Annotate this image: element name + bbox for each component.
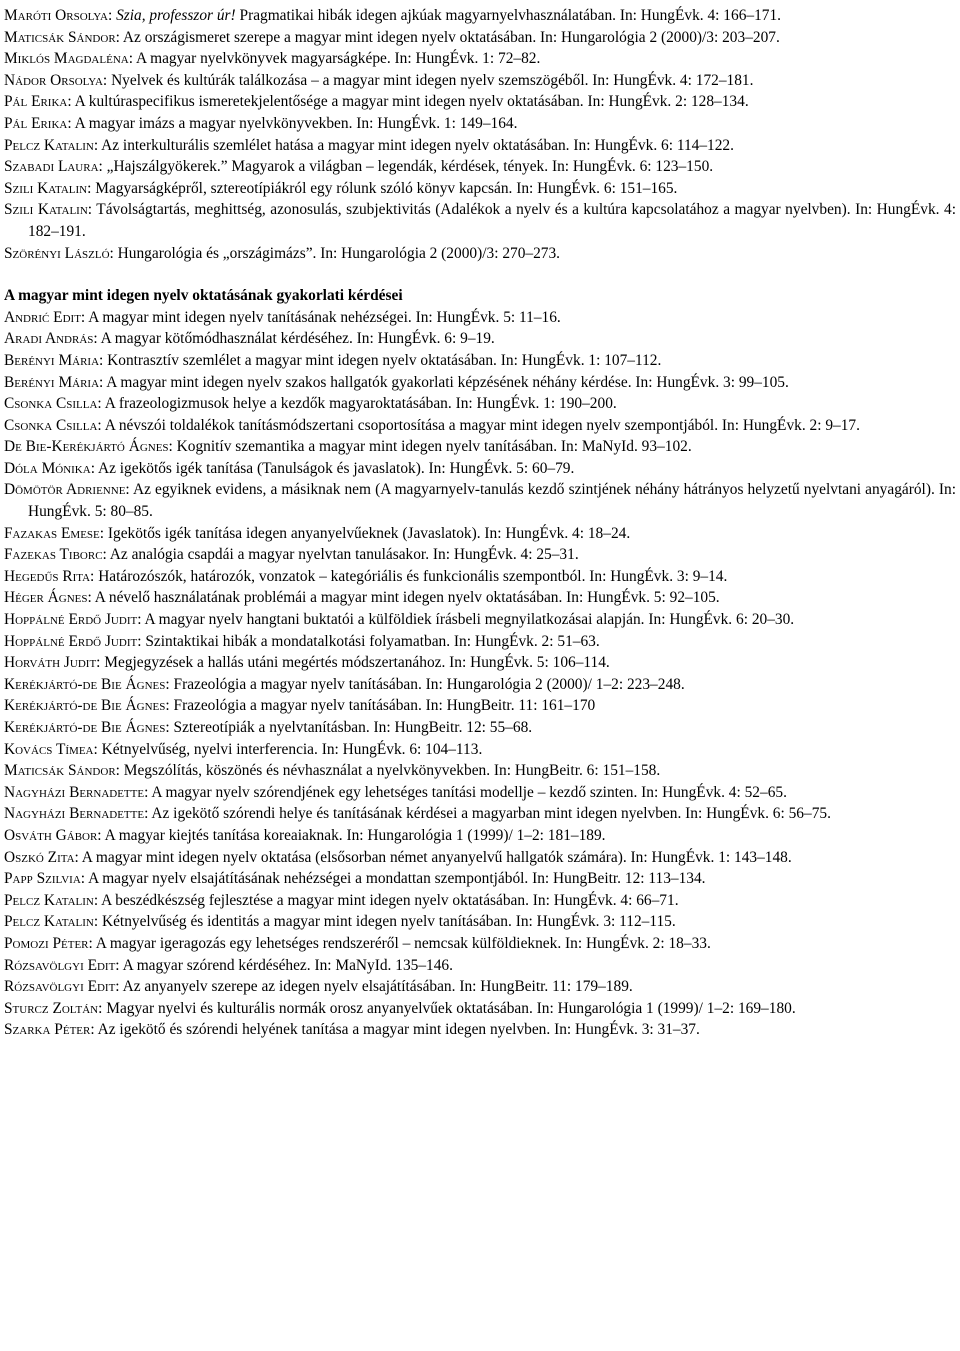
entry-details: A magyar mint idegen nyelv tanításának nehézségei. In: HungÉvk. 5: 11–16. bbox=[85, 308, 561, 326]
bibliography-entry bbox=[4, 415, 956, 437]
bibliography-entry bbox=[4, 458, 956, 480]
entry-author: Nagyházi Bernadette: bbox=[4, 783, 149, 801]
bibliography-entry bbox=[4, 782, 956, 804]
entry-author: Horváth Judit: bbox=[4, 654, 101, 672]
bibliography-entry bbox=[4, 243, 956, 265]
entry-author: Kerékjártó-de Bie Ágnes: bbox=[4, 697, 170, 715]
entry-details: Az interkulturális szemlélet hatása a magyar mint idegen nyelv oktatásában. In: HungÉvk. 6: 114–122. bbox=[98, 136, 734, 154]
entry-author: Csonka Csilla: bbox=[4, 395, 102, 413]
entry-details: A névszói toldalékok tanításmódszertani csoportosítása a magyar mint idegen nyelv szempontjából. In: HungÉvk. 2: 9–17. bbox=[101, 416, 860, 434]
entry-author: Sturcz Zoltán: bbox=[4, 999, 103, 1017]
entry-details: A magyar igeragozás egy lehetséges rendszeréről – nemcsak külföldieknek. In: HungÉvk. 2: 18–33. bbox=[92, 934, 711, 952]
entry-details: Az igekötős igék tanítása (Tanulságok és javaslatok). In: HungÉvk. 5: 60–79. bbox=[94, 459, 575, 477]
entry-details: Az igekötő és szórendi helyének tanítása a magyar mint idegen nyelvben. In: HungÉvk. 3: 31–37. bbox=[94, 1021, 700, 1039]
entry-details: A magyar nyelv szórendjének egy lehetséges tanítási modellje – kezdő szinten. In: HungÉvk. 4: 52–65. bbox=[148, 783, 787, 801]
bibliography-entry bbox=[4, 825, 956, 847]
bibliography-entry bbox=[4, 350, 956, 372]
entry-author: Kerékjártó-de Bie Ágnes: bbox=[4, 675, 170, 693]
entry-author: Osváth Gábor: bbox=[4, 826, 102, 844]
entry-author: Andrić Edit: bbox=[4, 308, 86, 326]
entry-details: Az egyiknek evidens, a másiknak nem (A magyarnyelv-tanulás kezdő szintjének néhány hátrányos helyzetű nyelvtani anyagáról). In: HungÉvk. 5: 80–85. bbox=[28, 481, 956, 521]
entry-details: Frazeológia a magyar nyelv tanításában. In: Hungarológia 2 (2000)/ 1–2: 223–248. bbox=[169, 675, 685, 693]
entry-author: Szabadi Laura: bbox=[4, 158, 103, 176]
bibliography-entry bbox=[4, 113, 956, 135]
entry-details: A magyar nyelv hangtani buktatói a külföldiek írásbeli megnyilatkozásai alapján. In: HungÉvk. 6: 20–30. bbox=[141, 611, 795, 629]
entry-author: Pelcz Katalin: bbox=[4, 891, 99, 909]
entry-author: Szarka Péter: bbox=[4, 1021, 95, 1039]
entry-details: Az anyanyelv szerepe az idegen nyelv elsajátításában. In: HungBeitr. 11: 179–189. bbox=[119, 978, 633, 996]
entry-author: Kovács Tímea: bbox=[4, 740, 98, 758]
entry-details: Az országismeret szerepe a magyar mint idegen nyelv oktatásában. In: Hungarológia 2 (2000)/3: 203–207. bbox=[119, 28, 780, 46]
bibliography-entry bbox=[4, 27, 956, 49]
entry-author: Oszkó Zita: bbox=[4, 848, 79, 866]
entry-author: Szörényi László: bbox=[4, 244, 114, 262]
entry-details: A magyar kiejtés tanítása koreaiaknak. In: Hungarológia 1 (1999)/ 1–2: 181–189. bbox=[101, 826, 606, 844]
entry-author: Papp Szilvia: bbox=[4, 870, 86, 888]
entry-author: Hoppálné Erdő Judit: bbox=[4, 611, 142, 629]
entry-author: Berényi Mária: bbox=[4, 351, 104, 369]
bibliography-entry bbox=[4, 739, 956, 761]
entry-details: A magyar szórend kérdéséhez. In: MaNyId. 135–146. bbox=[119, 956, 453, 974]
bibliography-entry bbox=[4, 307, 956, 329]
entry-title-italic: Szia, professzor úr! bbox=[116, 7, 236, 24]
bibliography-entry bbox=[4, 48, 956, 70]
entry-details: A névelő használatának problémái a magyar mint idegen nyelv oktatásában. In: HungÉvk. 5: 92–105. bbox=[91, 589, 720, 607]
entry-author: Nagyházi Bernadette: bbox=[4, 805, 149, 823]
entry-author: Pál Erika: bbox=[4, 114, 72, 132]
entry-details: Az analógia csapdái a magyar nyelvtan tanulásakor. In: HungÉvk. 4: 25–31. bbox=[106, 546, 579, 564]
bibliography-entry bbox=[4, 911, 956, 933]
bibliography-entry bbox=[4, 544, 956, 566]
bibliography-entry bbox=[4, 847, 956, 869]
entry-details: Nyelvek és kultúrák találkozása – a magyar mint idegen nyelv szemszögéből. In: HungÉvk. 4: 172–181. bbox=[107, 71, 754, 89]
entry-details: A beszédkészség fejlesztése a magyar mint idegen nyelv oktatásában. In: HungÉvk. 4: 66–71. bbox=[98, 891, 679, 909]
entry-details: Kognitív szemantika a magyar mint idegen nyelv tanításában. In: MaNyId. 93–102. bbox=[172, 438, 692, 456]
entry-author: Berényi Mária: bbox=[4, 373, 104, 391]
entry-author: Maticsák Sándor: bbox=[4, 762, 120, 780]
bibliography-entry bbox=[4, 178, 956, 200]
bibliography-entry bbox=[4, 566, 956, 588]
entry-author: Maróti Orsolya: bbox=[4, 7, 113, 24]
entry-author: Pelcz Katalin: bbox=[4, 913, 99, 931]
entry-details: Magyarságképről, sztereotípiákról egy rólunk szóló könyv kapcsán. In: HungÉvk. 6: 151–165. bbox=[91, 179, 678, 197]
bibliography-entry bbox=[4, 955, 956, 977]
bibliography-entry bbox=[4, 328, 956, 350]
entry-author: De Bie-Kerékjártó Ágnes: bbox=[4, 438, 173, 456]
bibliography-entry bbox=[4, 717, 956, 739]
bibliography-entry bbox=[4, 803, 956, 825]
entry-author: Hoppálné Erdő Judit: bbox=[4, 632, 142, 650]
bibliography-entry bbox=[4, 652, 956, 674]
entry-details: Szintaktikai hibák a mondatalkotási folyamatban. In: HungÉvk. 2: 51–63. bbox=[141, 632, 600, 650]
entry-author: Szili Katalin: bbox=[4, 179, 92, 197]
entry-details: A frazeologizmusok helye a kezdők magyaroktatásában. In: HungÉvk. 1: 190–200. bbox=[101, 395, 617, 413]
bibliography-entry bbox=[4, 91, 956, 113]
entry-details: Igekötős igék tanítása idegen anyanyelvűeknek (Javaslatok). In: HungÉvk. 4: 18–24. bbox=[104, 524, 631, 542]
entry-author: Dóla Mónika: bbox=[4, 459, 95, 477]
entry-author: Pomozi Péter: bbox=[4, 934, 93, 952]
entry-details: Pragmatikai hibák idegen ajkúak magyarnyelvhasználatában. In: HungÉvk. 4: 166–171. bbox=[235, 7, 782, 24]
bibliography-entry bbox=[4, 199, 956, 242]
entry-details: Megjegyzések a hallás utáni megértés módszertanához. In: HungÉvk. 5: 106–114. bbox=[100, 654, 610, 672]
entry-details: A magyar mint idegen nyelv oktatása (elsősorban német anyanyelvű hallgatók számára). In: HungÉvk. 1: 143–148. bbox=[78, 848, 792, 866]
bibliography-entry bbox=[4, 587, 956, 609]
bibliography-entry bbox=[4, 372, 956, 394]
entry-author: Miklós Magdaléna: bbox=[4, 50, 133, 68]
bibliography-entry bbox=[4, 436, 956, 458]
bibliography-entry bbox=[4, 5, 956, 27]
entry-author: Hegedűs Rita: bbox=[4, 567, 95, 585]
entry-author: Fazakas Emese: bbox=[4, 524, 105, 542]
entry-details: A magyar nyelvkönyvek magyarságképe. In: HungÉvk. 1: 72–82. bbox=[132, 50, 541, 68]
entry-details: A magyar mint idegen nyelv szakos hallgatók gyakorlati képzésének néhány kérdése. In: HungÉvk. 3: 99–105. bbox=[103, 373, 789, 391]
bibliography-entry bbox=[4, 868, 956, 890]
entry-details: Határozószók, határozók, vonzatok – kategóriális és funkcionális szempontból. In: HungÉvk. 3: 9–14. bbox=[94, 567, 728, 585]
entry-author: Kerékjártó-de Bie Ágnes: bbox=[4, 719, 170, 736]
entry-details: Sztereotípiák a nyelvtanításban. In: HungBeitr. 12: 55–68. bbox=[169, 719, 533, 736]
bibliography-entry bbox=[4, 976, 956, 998]
entry-details: „Hajszálgyökerek.” Magyarok a világban – legendák, kérdések, tények. In: HungÉvk. 6: 123–150. bbox=[102, 158, 714, 176]
bibliography-entry bbox=[4, 760, 956, 782]
entry-details: Az igekötő szórendi helye és tanításának kérdései a magyarban mint idegen nyelvben. In: HungÉvk. 6: 56–75. bbox=[148, 805, 831, 823]
entry-author: Pál Erika: bbox=[4, 93, 72, 111]
bibliography-entry bbox=[4, 393, 956, 415]
entry-details: Kétnyelvűség, nyelvi interferencia. In: HungÉvk. 6: 104–113. bbox=[97, 740, 483, 758]
section-heading: A magyar mint idegen nyelv oktatásának gyakorlati kérdései bbox=[4, 287, 403, 305]
bibliography-entry bbox=[4, 674, 956, 696]
bibliography-entry bbox=[4, 135, 956, 157]
bibliography-list-practical bbox=[4, 307, 956, 1041]
entry-author: Pelcz Katalin: bbox=[4, 136, 99, 154]
entry-author: Dömötör Adrienne: bbox=[4, 481, 130, 499]
entry-details: A kultúraspecifikus ismeretekjelentősége a magyar mint idegen nyelv oktatásában. In: HungÉvk. 2: 128–134. bbox=[71, 93, 749, 111]
bibliography-list-cultural bbox=[4, 5, 956, 264]
entry-details: Kétnyelvűség és identitás a magyar mint idegen nyelv tanításában. In: HungÉvk. 3: 112–115. bbox=[98, 913, 676, 931]
bibliography-entry bbox=[4, 479, 956, 522]
entry-author: Fazekas Tiborc: bbox=[4, 546, 107, 564]
entry-author: Szili Katalin: bbox=[4, 201, 93, 219]
entry-details: Távolságtartás, meghittség, azonosulás, szubjektivitás (Adalékok a nyelv és a kultúra kapcsolatához a magyar nyelvben). In: HungÉvk. 4: 182–191. bbox=[28, 201, 956, 240]
bibliography-entry bbox=[4, 609, 956, 631]
bibliography-entry bbox=[4, 156, 956, 178]
bibliography-entry bbox=[4, 695, 956, 717]
entry-details: A magyar imázs a magyar nyelvkönyvekben. In: HungÉvk. 1: 149–164. bbox=[71, 114, 518, 132]
bibliography-entry bbox=[4, 890, 956, 912]
entry-author: Héger Ágnes: bbox=[4, 589, 92, 607]
entry-details: Magyar nyelvi és kulturális normák orosz anyanyelvűek oktatásában. In: Hungarológia 1 (1999)/ 1–2: 169–180. bbox=[102, 999, 796, 1017]
entry-author: Nádor Orsolya: bbox=[4, 71, 108, 89]
entry-details: A magyar kötőmódhasználat kérdéséhez. In: HungÉvk. 6: 9–19. bbox=[97, 330, 495, 348]
entry-author: Csonka Csilla: bbox=[4, 416, 102, 434]
bibliography-entry bbox=[4, 631, 956, 653]
entry-details: Hungarológia és „országimázs”. In: Hungarológia 2 (2000)/3: 270–273. bbox=[113, 244, 561, 262]
entry-author: Rózsavölgyi Edit: bbox=[4, 956, 120, 974]
entry-author: Maticsák Sándor: bbox=[4, 28, 120, 46]
bibliography-entry bbox=[4, 70, 956, 92]
entry-details: Kontrasztív szemlélet a magyar mint idegen nyelv oktatásában. In: HungÉvk. 1: 107–112. bbox=[103, 351, 662, 369]
bibliography-entry bbox=[4, 1019, 956, 1041]
entry-details: Megszólítás, köszönés és névhasználat a nyelvkönyvekben. In: HungBeitr. 6: 151–158. bbox=[119, 762, 661, 780]
bibliography-entry bbox=[4, 933, 956, 955]
entry-details: A magyar nyelv elsajátításának nehézségei a mondattan szempontjából. In: HungBeitr. 12: 113–134. bbox=[85, 870, 706, 888]
entry-details: Frazeológia a magyar nyelv tanításában. In: HungBeitr. 11: 161–170 bbox=[169, 697, 596, 715]
bibliography-entry bbox=[4, 998, 956, 1020]
entry-author: Rózsavölgyi Edit: bbox=[4, 978, 120, 996]
entry-author: Aradi András: bbox=[4, 330, 98, 348]
bibliography-entry bbox=[4, 523, 956, 545]
